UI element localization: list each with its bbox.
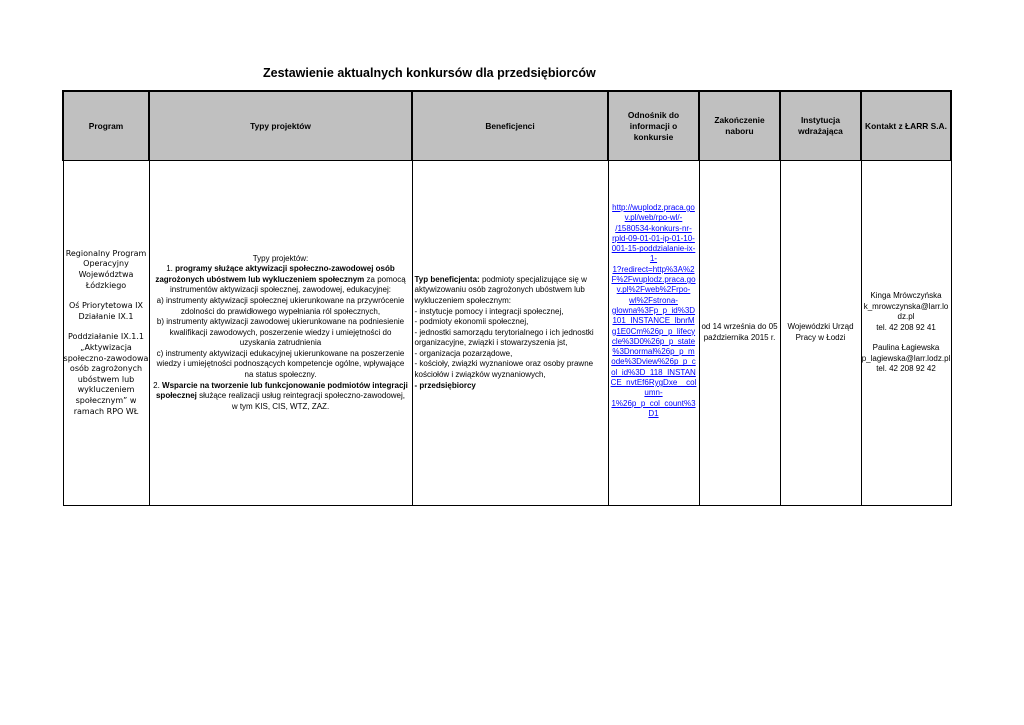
header-project-types: Typy projektów <box>149 91 412 161</box>
cell-deadline: od 14 września do 05 października 2015 r. <box>699 161 780 506</box>
types-item-a: a) instrumenty aktywizacji społecznej ukierunkowane na przywrócenie zdolności do prawidłowego wypełniania ról społecznych, <box>156 295 405 316</box>
cell-program <box>63 161 149 506</box>
beneficiary-item: - instytucje pomocy i integracji społecznej, <box>414 306 564 316</box>
header-beneficiaries: Beneficjenci <box>412 91 608 161</box>
table-row <box>63 161 951 506</box>
header-institution: Instytucja wdrażająca <box>780 91 861 161</box>
page-title: Zestawienie aktualnych konkursów dla przedsiębiorców <box>263 66 596 80</box>
contact-name: Paulina Łagiewska <box>872 343 940 353</box>
cell-beneficiaries <box>412 161 608 506</box>
program-subaction: Poddziałanie IX.1.1 „Aktywizacja społeczno-zawodowa osób zagrożonych ubóstwem lub wykluczeniem społecznym” w ramach RPO WŁ <box>63 332 149 416</box>
types-item-c: c) instrumenty aktywizacji edukacyjnej ukierunkowane na poszerzenie wiedzy i umiejętności podnoszących kompetencje ogólne, wpływające na status społeczny. <box>156 348 405 380</box>
beneficiary-item: - jednostki samorządu terytorialnego i ich jednostki organizacyjne, związki i stowarzyszenia jst, <box>414 327 594 348</box>
contests-table <box>62 90 952 506</box>
beneficiary-label: Typ beneficjenta: <box>414 274 480 284</box>
types-heading: Typy projektów: <box>252 253 309 263</box>
beneficiary-item-entrepreneurs: - przedsiębiorcy <box>414 380 476 390</box>
types-support-bold: Wsparcie na tworzenie lub funkcjonowanie podmiotów integracji społecznej <box>155 380 408 401</box>
beneficiary-intro: podmioty specjalizujące się w aktywizowaniu osób zagrożonych ubóstwem lub wykluczeniem społecznym: <box>414 274 587 305</box>
contact-phone: tel. 42 208 92 42 <box>876 364 936 374</box>
cell-institution: Wojewódzki Urząd Pracy w Łodzi <box>780 161 861 506</box>
beneficiary-item: - podmioty ekonomii społecznej, <box>414 317 529 327</box>
table-header-row <box>63 91 951 161</box>
cell-project-types: Typy projektów: 1. programy służące aktywizacji społeczno-zawodowej osób zagrożonych ubóstwem lub wykluczeniem społecznym za pomocą instrumentów aktywizacji społecznej, zawodowej, edukacyjnej: a) instrumenty aktywizacji społecznej ukierunkowane na przywrócenie zdolności do prawidłowego wypełniania ról społecznych, b) instrumenty aktywizacji zawodowej ukierunkowane na podniesienie kwalifikacji zawodowych, poszerzenie wiedzy i umiejętności do uzyskania zatrudnienia c) instrumenty aktywizacji edukacyjnej ukierunkowane na poszerzenie wiedzy i umiejętności podnoszących kompetencje ogólne, wpływające na status społeczny. 2. Wsparcie na tworzenie lub funkcjonowanie podmiotów integracji społecznej służące realizacji usług reintegracji społeczno-zawodowej, w tym KIS, CIS, WTZ, ZAZ. <box>149 161 412 506</box>
types-program-bold: programy służące aktywizacji społeczno-zawodowej osób zagrożonych ubóstwem lub wykluczeniem społecznym <box>155 264 395 284</box>
beneficiary-item: - kościoły, związki wyznaniowe oraz osoby prawne kościołów i związków wyznaniowych, <box>414 359 594 380</box>
contact-phone: tel. 42 208 92 41 <box>876 322 936 332</box>
contact-email[interactable]: k_mrowczynska@larr.lodz.pl <box>863 301 949 322</box>
header-deadline: Zakończenie naboru <box>699 91 780 161</box>
program-name: Regionalny Program Operacyjny Województwa Łódzkiego <box>65 248 147 290</box>
contact-email[interactable]: p_lagiewska@larr.lodz.pl <box>861 353 951 363</box>
header-program: Program <box>63 91 149 161</box>
header-link: Odnośnik do informacji o konkursie <box>608 91 699 161</box>
header-contact: Kontakt z ŁARR S.A. <box>861 91 951 161</box>
beneficiary-item: - organizacja pozarządowe, <box>414 348 513 358</box>
contact-name: Kinga Mrówczyńska <box>870 290 942 300</box>
types-item-b: b) instrumenty aktywizacji zawodowej ukierunkowane na podniesienie kwalifikacji zawodowych, poszerzenie wiedzy i umiejętności do uzyskania zatrudnienia <box>156 317 405 348</box>
contest-info-link[interactable]: http://wuplodz.praca.go v.pl/web/rpo-wl/- /1580534-konkurs-nr- rpld-09-01-01-ip-01-10- 001-15-poddzialanie-ix- 1- 1?redirect=http%3A%2 F%2Fwuplodz.praca.go v.pl%2Fweb%2Frpo- wl%2Fstrona- glowna%3Fp_p_id%3D 101_INSTANCE_lbnrM g1E0Cm%26p_p_lifecy cle%3D0%26p_p_state %3Dnormal%26p_p_m ode%3Dview%26p_p_c ol_id%3D_118_INSTAN CE_nvtEf6RygDxe__col umn- 1%26p_p_col_count%3 D1 <box>608 161 699 506</box>
program-axis: Oś Priorytetowa IX Działanie IX.1 <box>68 301 144 321</box>
cell-contact <box>861 161 951 506</box>
